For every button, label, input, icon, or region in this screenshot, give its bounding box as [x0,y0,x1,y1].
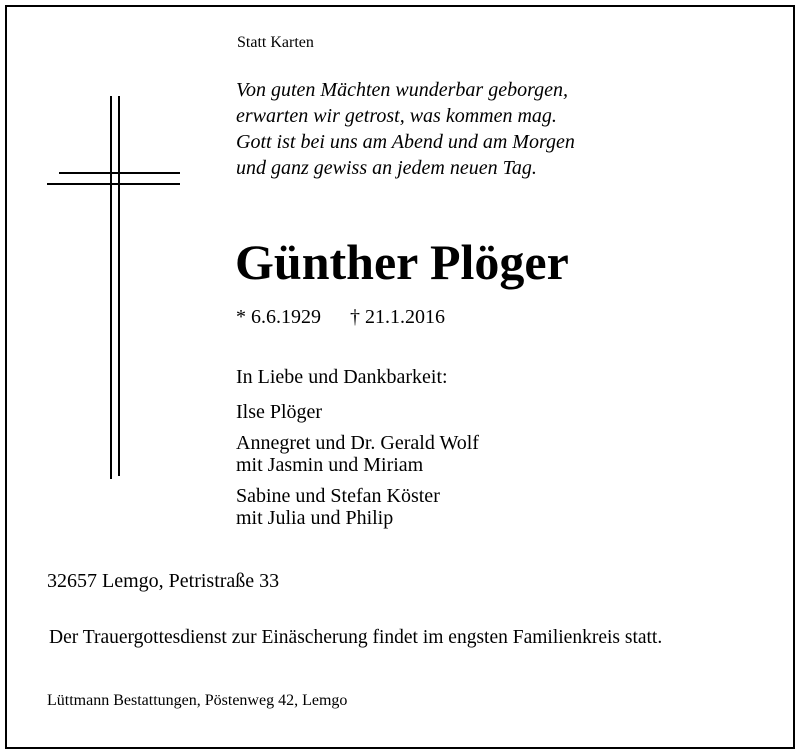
mourner-line: mit Julia und Philip [236,507,394,529]
undertaker: Lüttmann Bestattungen, Pöstenweg 42, Lemgo [47,692,348,709]
deceased-name: Günther Plöger [235,234,569,290]
mourner-line: Sabine und Stefan Köster [236,485,440,507]
mourner-line: Ilse Plöger [236,401,323,423]
mourners-intro: In Liebe und Dankbarkeit: [236,366,448,388]
verse-line: erwarten wir getrost, was kommen mag. [236,105,557,127]
verse-line: Gott ist bei uns am Abend und am Morgen [236,131,575,153]
mourner-line: mit Jasmin und Miriam [236,454,424,476]
birth-date: * 6.6.1929 [236,306,321,328]
header-label: Statt Karten [237,34,314,51]
verse-line: und ganz gewiss an jedem neuen Tag. [236,157,537,179]
address: 32657 Lemgo, Petristraße 33 [47,570,280,592]
mourner-line: Annegret und Dr. Gerald Wolf [236,432,479,454]
death-date: † 21.1.2016 [350,306,445,328]
service-note: Der Trauergottesdienst zur Einäscherung findet im engsten Familienkreis statt. [49,627,663,648]
verse-line: Von guten Mächten wunderbar geborgen, [236,79,568,101]
